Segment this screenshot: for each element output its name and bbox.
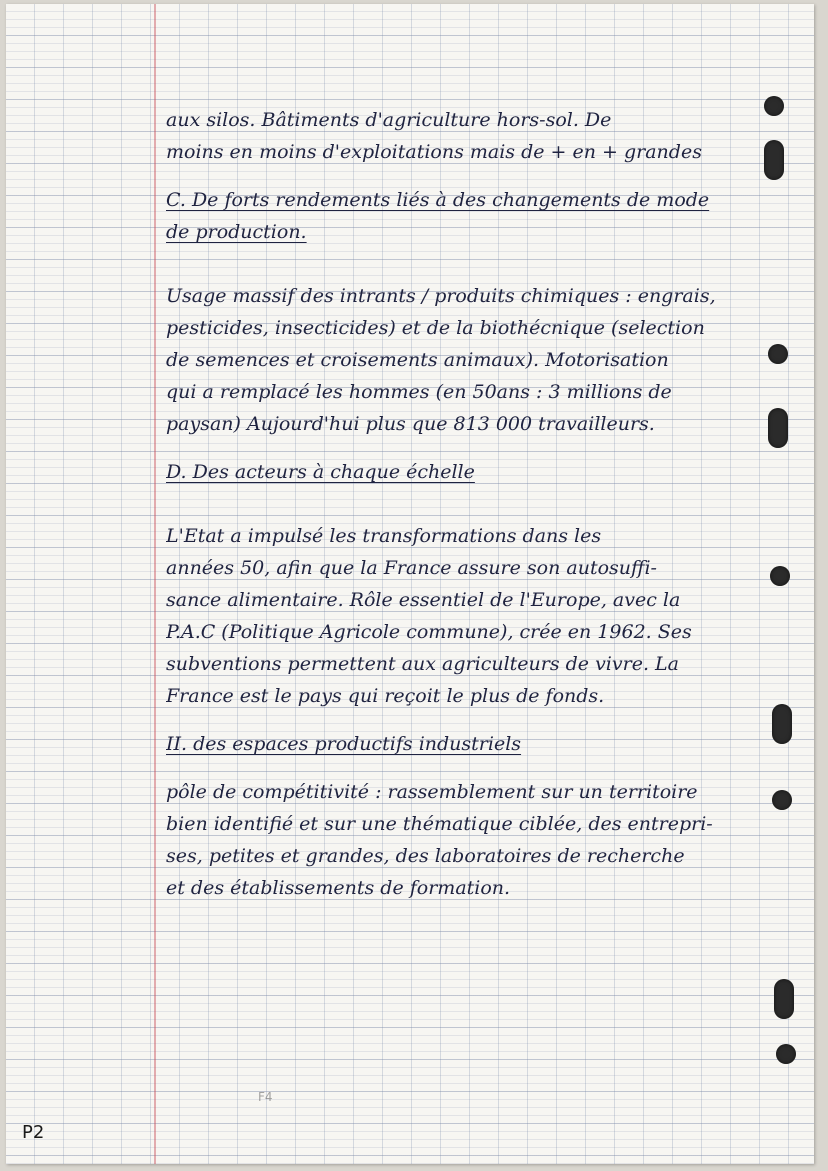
text-line: pôle de compétitivité : rassemblement sur un territoire (166, 781, 698, 803)
heading-text: II. des espaces productifs industriels (166, 733, 522, 755)
section-c (166, 184, 806, 440)
page-number: P2 (22, 1122, 45, 1143)
text-line: moins en moins d'exploitations mais de + en + grandes (166, 141, 702, 163)
text-line: subventions permettent aux agriculteurs de vivre. La (166, 653, 679, 675)
heading-text: C. De forts rendements liés à des changements de mode (166, 189, 710, 211)
heading-text: de production. (166, 221, 307, 243)
paragraph-intro (166, 104, 806, 168)
text-line: et des établissements de formation. (166, 877, 511, 899)
text-line: années 50, afin que la France assure son autosuffi- (166, 557, 657, 579)
text-line: ses, petites et grandes, des laboratoires de recherche (166, 845, 685, 867)
handwritten-notes (166, 104, 806, 904)
section-heading (166, 456, 806, 488)
text-line: France est le pays qui reçoit le plus de fonds. (166, 685, 605, 707)
text-line: L'Etat a impulsé les transformations dans les (166, 525, 602, 547)
text-line: P.A.C (Politique Agricole commune), crée en 1962. Ses (166, 621, 692, 643)
text-line: bien identifié et sur une thématique ciblée, des entrepri- (166, 813, 713, 835)
pencil-mark: F4 (258, 1090, 273, 1104)
text-line: Usage massif des intrants / produits chimiques : engrais, (166, 285, 716, 307)
margin-line (154, 4, 156, 1164)
section-heading (166, 728, 806, 760)
heading-text: D. Des acteurs à chaque échelle (166, 461, 475, 483)
text-line: aux silos. Bâtiments d'agriculture hors-sol. De (166, 109, 612, 131)
section-d (166, 456, 806, 712)
notebook-page (6, 4, 814, 1164)
section-ii (166, 728, 806, 904)
binder-hole (774, 979, 794, 1019)
section-heading (166, 184, 806, 216)
section-heading (166, 216, 806, 248)
text-line: paysan) Aujourd'hui plus que 813 000 travailleurs. (166, 413, 655, 435)
binder-hole (776, 1044, 796, 1064)
text-line: de semences et croisements animaux). Motorisation (166, 349, 669, 371)
text-line: sance alimentaire. Rôle essentiel de l'Europe, avec la (166, 589, 681, 611)
text-line: pesticides, insecticides) et de la biothécnique (selection (166, 317, 705, 339)
text-line: qui a remplacé les hommes (en 50ans : 3 millions de (166, 381, 672, 403)
